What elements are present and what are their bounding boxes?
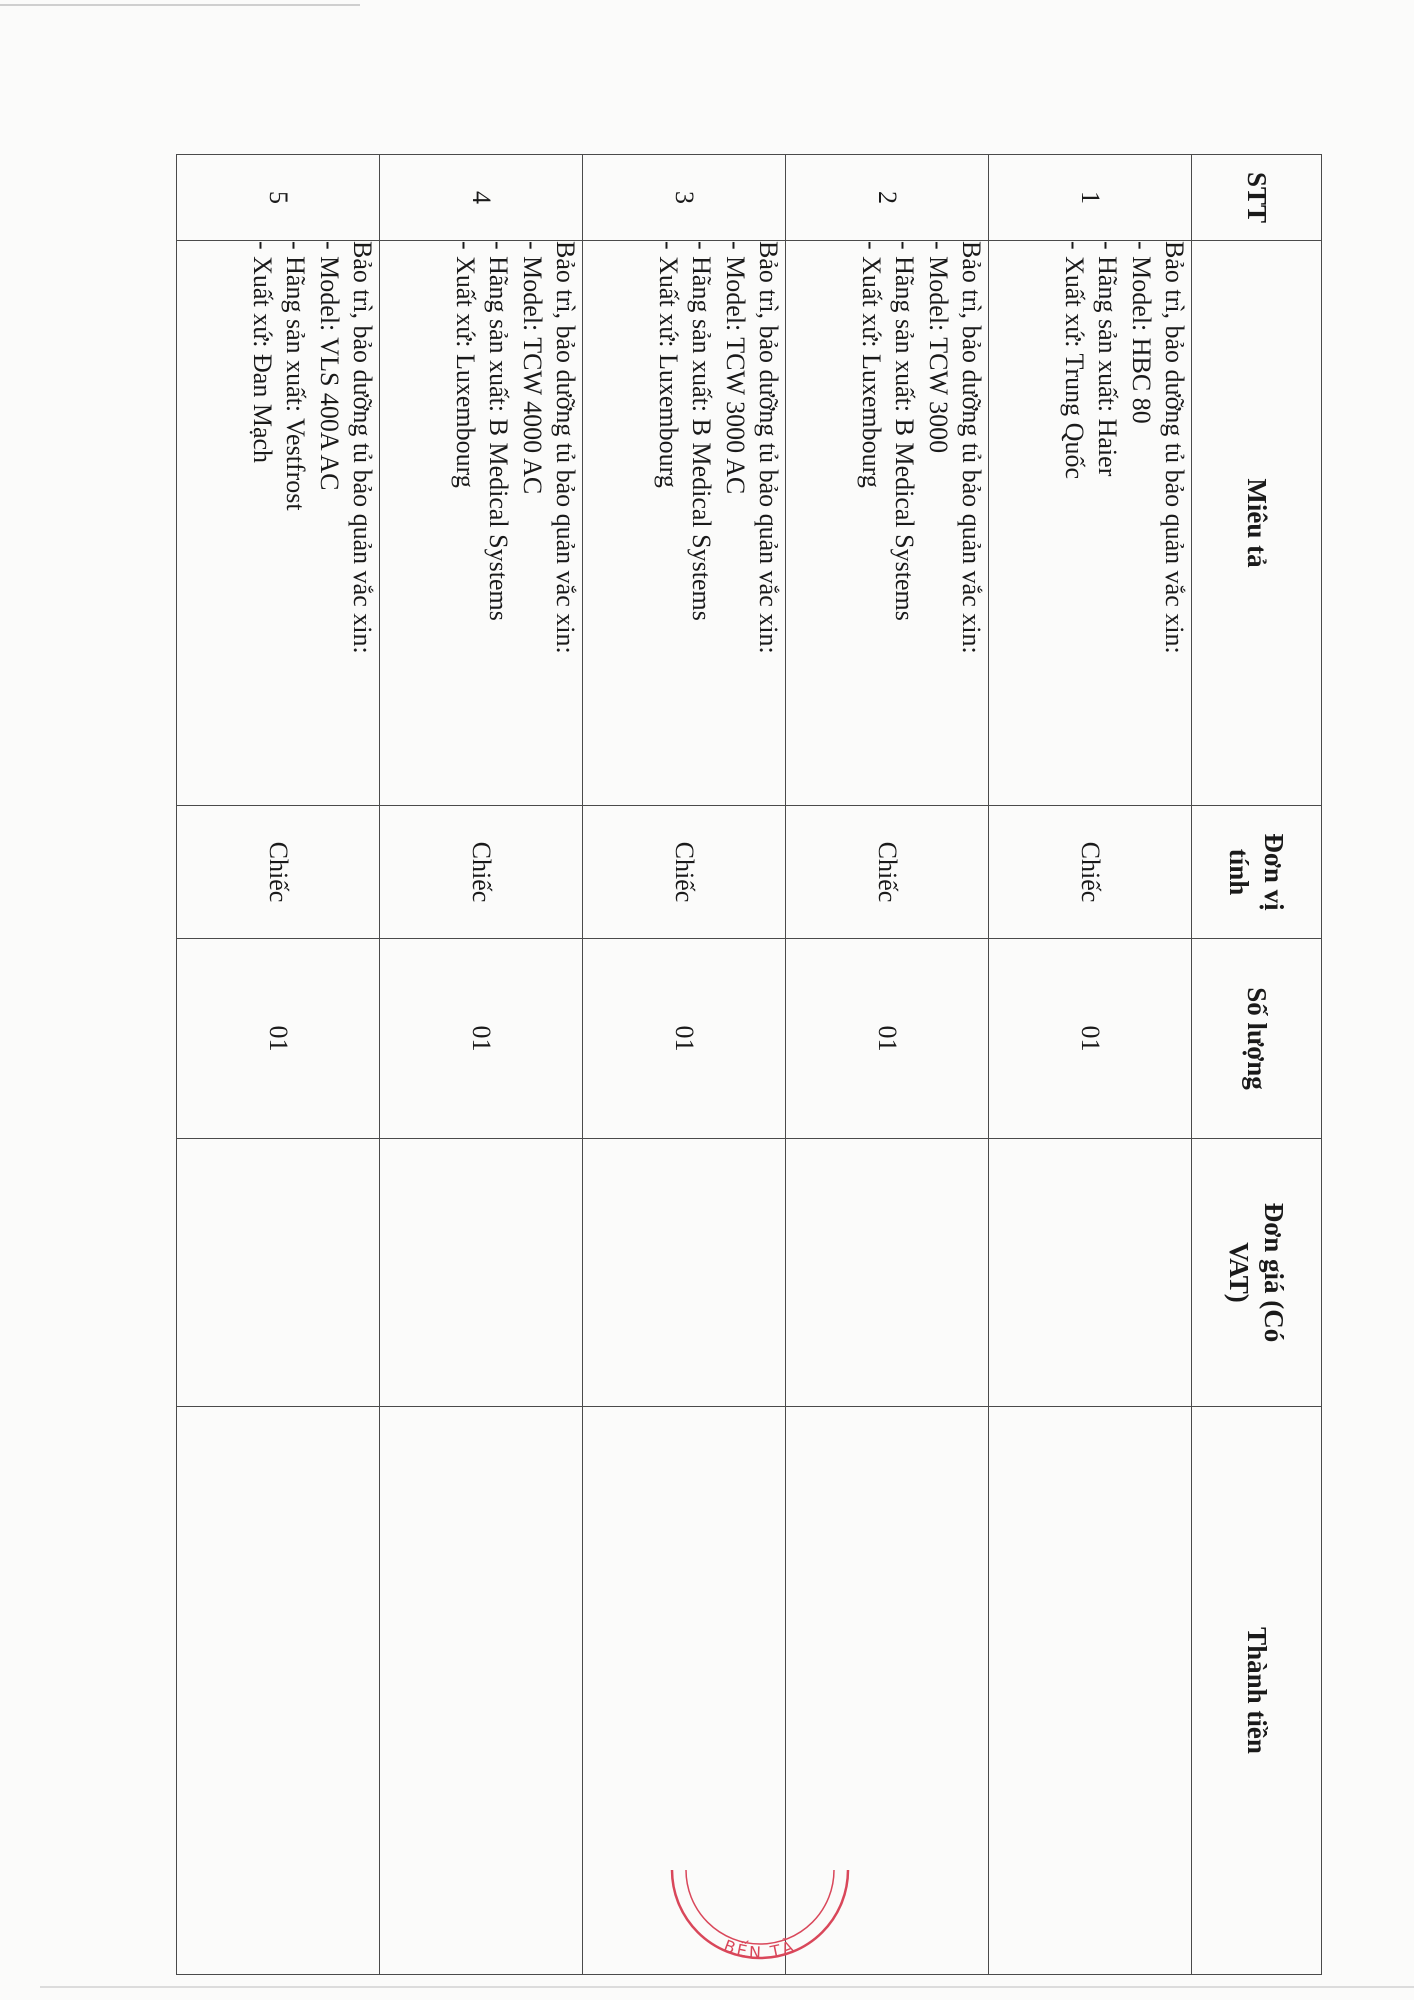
description-title: Bảo trì, bảo dưỡng tủ bảo quản vắc xin: [348,241,377,654]
row-stt-cell: 3 [583,155,786,241]
description-title: Bảo trì, bảo dưỡng tủ bảo quản vắc xin: [957,241,986,654]
row-description-cell [380,241,583,806]
header-stt: STT [1192,155,1322,241]
header-total: Thành tiền [1192,1407,1322,1975]
row-stt-cell: 2 [786,155,989,241]
row-total-cell [989,1407,1192,1975]
table-row [583,155,786,1975]
row-total-cell [177,1407,380,1975]
table-row [786,155,989,1975]
header-unit [1192,806,1322,939]
description-detail: - Xuất xứ: Trung Quốc [1060,241,1090,479]
row-stt-cell: 1 [989,155,1192,241]
header-description: Miêu tả [1192,241,1322,806]
row-stt-cell: 5 [177,155,380,241]
row-unit-cell: Chiếc [380,806,583,939]
description-detail: - Hãng sản xuất: Haier [1093,241,1123,477]
row-unit-price-cell [177,1139,380,1407]
row-unit-cell: Chiếc [989,806,1192,939]
row-description-cell [786,241,989,806]
header-unit-text: Đơn vị tính [1224,833,1290,911]
svg-text:BẾN TẢ [721,1935,798,1962]
description-detail: - Xuất xứ: Luxembourg [451,241,481,488]
description-detail: - Model: HBC 80 [1126,241,1156,424]
description-detail: - Hãng sản xuất: B Medical Systems [890,241,920,621]
row-description-cell [177,241,380,806]
row-unit-price-cell [380,1139,583,1407]
row-total-cell [380,1407,583,1975]
table-row [380,155,583,1975]
description-title: Bảo trì, bảo dưỡng tủ bảo quản vắc xin: [754,241,783,654]
row-quantity-cell: 01 [380,939,583,1139]
description-detail: - Model: VLS 400A AC [314,241,344,491]
stamp-text: BẾN TẢ [721,1935,799,1963]
description-detail: - Model: TCW 4000 AC [517,241,547,495]
scan-bottom-edge [40,1986,1414,1988]
row-unit-cell: Chiếc [177,806,380,939]
row-quantity-cell: 01 [989,939,1192,1139]
description-detail: - Hãng sản xuất: Vestfrost [281,241,311,511]
equipment-table [176,154,1322,1975]
table-header-row [1192,155,1322,1975]
description-detail: - Xuất xứ: Luxembourg [654,241,684,488]
row-quantity-cell: 01 [583,939,786,1139]
description-detail: - Model: TCW 3000 [923,241,953,454]
header-unit-price [1192,1139,1322,1407]
rotated-table-container [177,154,1322,1974]
description-title: Bảo trì, bảo dưỡng tủ bảo quản vắc xin: [551,241,580,654]
row-quantity-cell: 01 [177,939,380,1139]
header-quantity: Số lượng [1192,939,1322,1139]
description-title: Bảo trì, bảo dưỡng tủ bảo quản vắc xin: [1160,241,1189,654]
table-row [177,155,380,1975]
row-unit-price-cell [989,1139,1192,1407]
description-detail: - Xuất xứ: Đan Mạch [248,241,278,464]
row-quantity-cell: 01 [786,939,989,1139]
row-unit-cell: Chiếc [583,806,786,939]
row-unit-cell: Chiếc [786,806,989,939]
description-detail: - Hãng sản xuất: B Medical Systems [484,241,514,621]
scan-top-edge [0,4,360,6]
row-stt-cell: 4 [380,155,583,241]
row-unit-price-cell [583,1139,786,1407]
description-detail: - Xuất xứ: Luxembourg [857,241,887,488]
row-unit-price-cell [786,1139,989,1407]
header-unit-price-text: Đơn giá (Có VAT) [1224,1202,1290,1343]
red-seal-stamp [660,1860,860,1970]
row-description-cell [989,241,1192,806]
description-detail: - Model: TCW 3000 AC [720,241,750,495]
description-detail: - Hãng sản xuất: B Medical Systems [687,241,717,621]
row-description-cell [583,241,786,806]
table-row [989,155,1192,1975]
